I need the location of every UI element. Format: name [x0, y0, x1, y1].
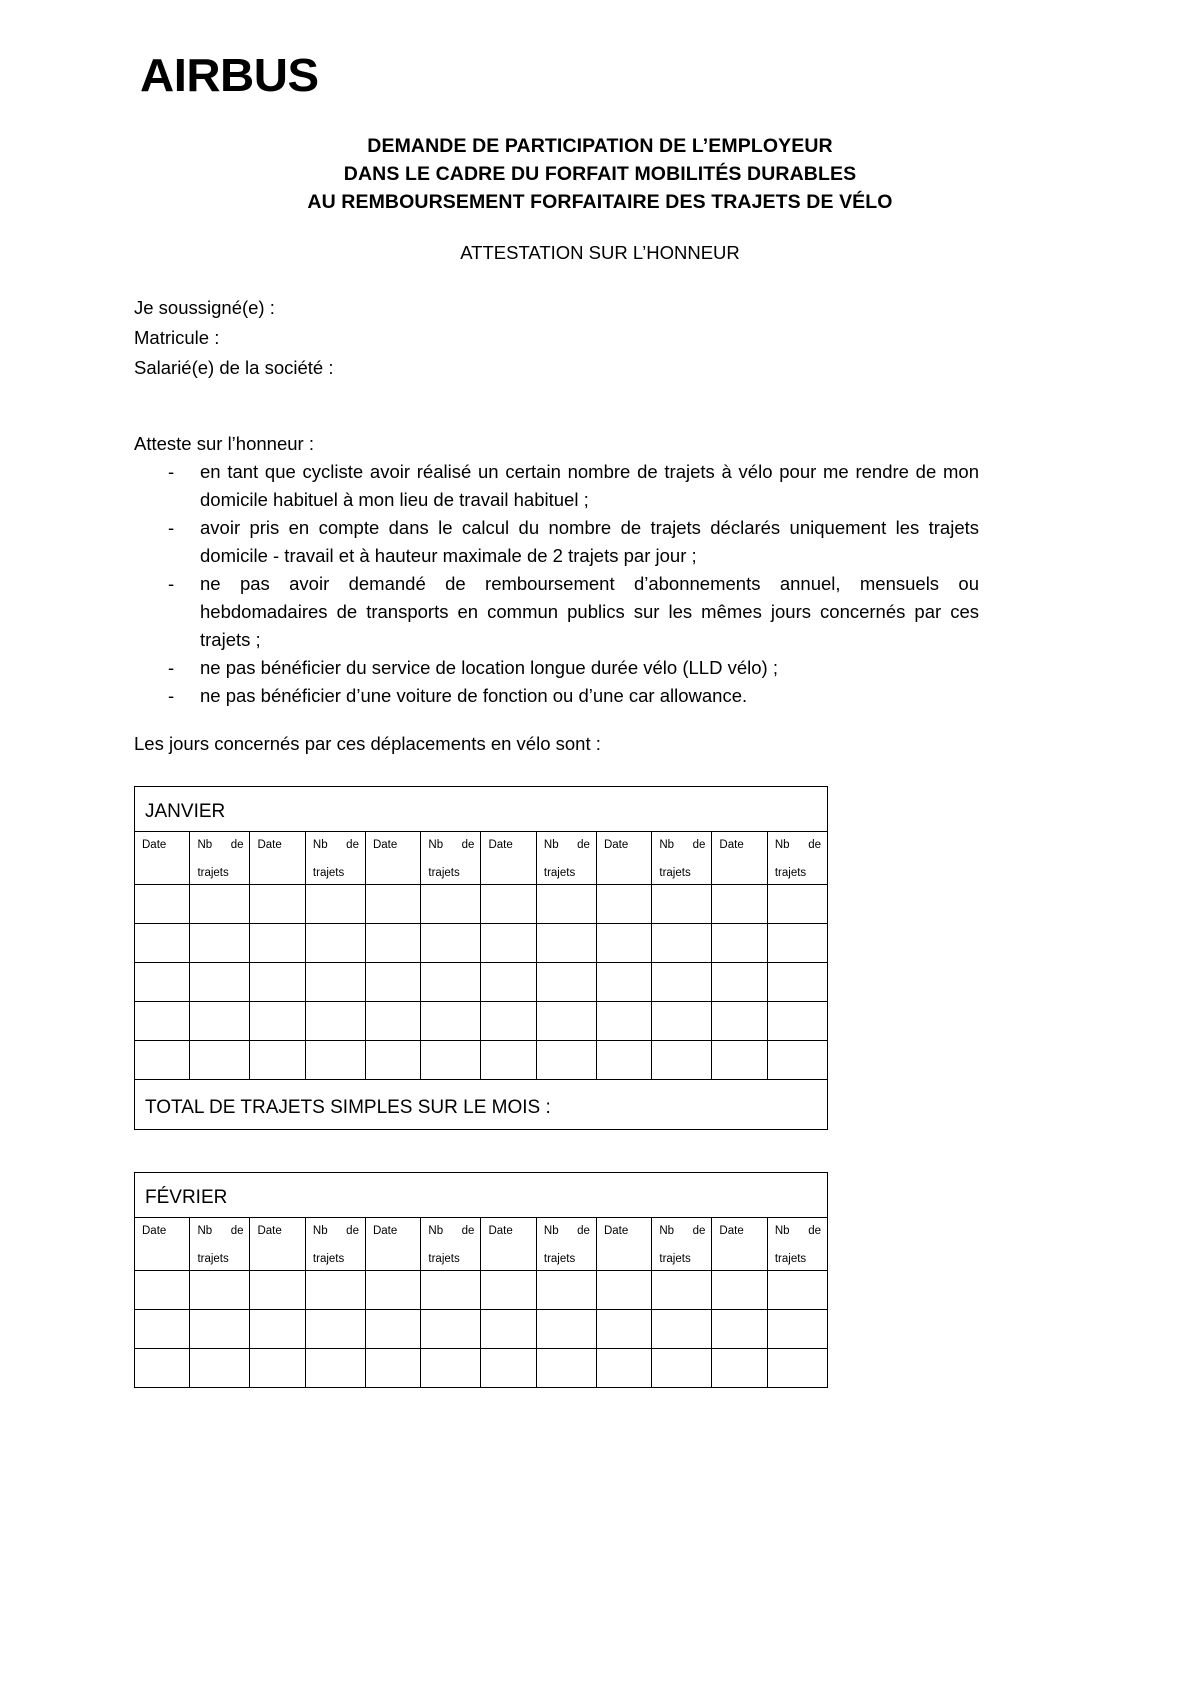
list-item-text: ne pas bénéficier d’une voiture de fonction ou d’une car allowance. [200, 685, 748, 706]
column-header-date: Date [596, 832, 651, 885]
dash-bullet-icon: - [168, 657, 175, 678]
column-header-date: Date [250, 1218, 305, 1271]
date-cell[interactable] [135, 885, 190, 924]
nb-trajets-cell[interactable] [190, 1271, 250, 1310]
nb-trajets-cell[interactable] [536, 1271, 596, 1310]
column-header-nb-trajets: Nb de trajets [305, 1218, 365, 1271]
table-row[interactable] [135, 1002, 828, 1041]
list-item [134, 458, 979, 514]
table-row[interactable] [135, 885, 828, 924]
date-cell[interactable] [135, 1349, 190, 1388]
date-cell[interactable] [596, 1349, 651, 1388]
list-item-text: avoir pris en compte dans le calcul du nombre de trajets déclarés uniquement les trajets domicile - travail et à hauteur maximale de 2 trajets par jour ; [200, 517, 979, 566]
date-cell[interactable] [712, 885, 767, 924]
column-header-nb-trajets: Nb de trajets [767, 832, 827, 885]
column-header-nb-trajets: Nb de trajets [421, 832, 481, 885]
date-cell[interactable] [596, 885, 651, 924]
date-cell[interactable] [712, 1041, 767, 1080]
nb-trajets-cell[interactable] [652, 885, 712, 924]
table-row[interactable] [135, 1041, 828, 1080]
nb-trajets-cell[interactable] [305, 1002, 365, 1041]
nb-trajets-cell[interactable] [305, 885, 365, 924]
month-name: FÉVRIER [135, 1173, 828, 1218]
nb-trajets-cell[interactable] [190, 1002, 250, 1041]
field-societe: Salarié(e) de la société : [134, 357, 334, 378]
table-row[interactable] [135, 1271, 828, 1310]
column-header-date: Date [481, 832, 536, 885]
nb-trajets-cell[interactable] [536, 963, 596, 1002]
column-header-nb-trajets: Nb de trajets [536, 832, 596, 885]
table-row[interactable] [135, 963, 828, 1002]
date-cell[interactable] [365, 924, 420, 963]
table-row[interactable] [135, 924, 828, 963]
column-header-row [135, 832, 828, 885]
list-item [134, 682, 979, 710]
date-cell[interactable] [712, 1002, 767, 1041]
nb-trajets-cell[interactable] [767, 1041, 827, 1080]
column-header-row [135, 1218, 828, 1271]
date-cell[interactable] [365, 1271, 420, 1310]
date-cell[interactable] [712, 963, 767, 1002]
date-cell[interactable] [250, 1041, 305, 1080]
days-section-intro: Les jours concernés par ces déplacements en vélo sont : [134, 733, 601, 754]
nb-trajets-cell[interactable] [536, 1310, 596, 1349]
total-trajets-label[interactable]: TOTAL DE TRAJETS SIMPLES SUR LE MOIS : [135, 1080, 828, 1130]
nb-trajets-cell[interactable] [767, 1310, 827, 1349]
nb-trajets-cell[interactable] [305, 1041, 365, 1080]
column-header-nb-trajets: Nb de trajets [767, 1218, 827, 1271]
nb-trajets-cell[interactable] [190, 885, 250, 924]
date-cell[interactable] [250, 963, 305, 1002]
attestation-list [134, 458, 979, 710]
list-item [134, 654, 979, 682]
nb-trajets-cell[interactable] [421, 1041, 481, 1080]
column-header-date: Date [712, 1218, 767, 1271]
airbus-logo [140, 49, 319, 101]
month-title-row [135, 1173, 828, 1218]
document-subtitle [0, 240, 1200, 266]
nb-trajets-cell[interactable] [652, 963, 712, 1002]
column-header-date: Date [250, 832, 305, 885]
list-item [134, 514, 979, 570]
column-header-date: Date [481, 1218, 536, 1271]
table-row[interactable] [135, 1310, 828, 1349]
date-cell[interactable] [250, 1310, 305, 1349]
date-cell[interactable] [250, 1002, 305, 1041]
nb-trajets-cell[interactable] [305, 1349, 365, 1388]
nb-trajets-cell[interactable] [421, 924, 481, 963]
date-cell[interactable] [712, 1349, 767, 1388]
date-cell[interactable] [481, 1041, 536, 1080]
nb-trajets-cell[interactable] [421, 1271, 481, 1310]
date-cell[interactable] [481, 924, 536, 963]
month-table-janvier[interactable] [134, 786, 828, 1130]
title-line-3: AU REMBOURSEMENT FORFAITAIRE DES TRAJETS DE VÉLO [307, 191, 893, 213]
total-row[interactable] [135, 1080, 828, 1130]
dash-bullet-icon: - [168, 517, 175, 538]
column-header-date: Date [712, 832, 767, 885]
nb-trajets-cell[interactable] [421, 963, 481, 1002]
column-header-nb-trajets: Nb de trajets [190, 1218, 250, 1271]
date-cell[interactable] [712, 1310, 767, 1349]
date-cell[interactable] [596, 924, 651, 963]
nb-trajets-cell[interactable] [305, 924, 365, 963]
date-cell[interactable] [596, 1002, 651, 1041]
date-cell[interactable] [250, 1349, 305, 1388]
nb-trajets-cell[interactable] [190, 963, 250, 1002]
nb-trajets-cell[interactable] [421, 1310, 481, 1349]
date-cell[interactable] [250, 1271, 305, 1310]
date-cell[interactable] [135, 924, 190, 963]
field-matricule: Matricule : [134, 327, 220, 348]
date-cell[interactable] [365, 1310, 420, 1349]
nb-trajets-cell[interactable] [305, 1271, 365, 1310]
nb-trajets-cell[interactable] [190, 1041, 250, 1080]
nb-trajets-cell[interactable] [652, 1002, 712, 1041]
nb-trajets-cell[interactable] [305, 1310, 365, 1349]
date-cell[interactable] [712, 1271, 767, 1310]
column-header-date: Date [135, 832, 190, 885]
date-cell[interactable] [365, 963, 420, 1002]
dash-bullet-icon: - [168, 573, 175, 594]
nb-trajets-cell[interactable] [536, 1041, 596, 1080]
date-cell[interactable] [365, 1002, 420, 1041]
nb-trajets-cell[interactable] [767, 885, 827, 924]
nb-trajets-cell[interactable] [536, 1002, 596, 1041]
column-header-nb-trajets: Nb de trajets [305, 832, 365, 885]
nb-trajets-cell[interactable] [652, 1349, 712, 1388]
date-cell[interactable] [481, 1310, 536, 1349]
date-cell[interactable] [365, 1349, 420, 1388]
date-cell[interactable] [481, 1271, 536, 1310]
column-header-date: Date [365, 1218, 420, 1271]
date-cell[interactable] [481, 1002, 536, 1041]
month-name: JANVIER [135, 787, 828, 832]
airbus-logo-text: AIRBUS [140, 49, 319, 101]
nb-trajets-cell[interactable] [305, 963, 365, 1002]
document-title [0, 132, 1200, 216]
date-cell[interactable] [135, 1002, 190, 1041]
title-line-2: DANS LE CADRE DU FORFAIT MOBILITÉS DURABLES [343, 163, 857, 185]
nb-trajets-cell[interactable] [652, 924, 712, 963]
attestation-intro: Atteste sur l’honneur : [134, 433, 314, 454]
nb-trajets-cell[interactable] [421, 1002, 481, 1041]
subtitle-text: ATTESTATION SUR L’HONNEUR [460, 242, 740, 263]
month-title-row [135, 787, 828, 832]
date-cell[interactable] [365, 1041, 420, 1080]
nb-trajets-cell[interactable] [767, 1271, 827, 1310]
date-cell[interactable] [135, 963, 190, 1002]
date-cell[interactable] [481, 1349, 536, 1388]
date-cell[interactable] [135, 1271, 190, 1310]
table-row[interactable] [135, 1349, 828, 1388]
date-cell[interactable] [365, 885, 420, 924]
date-cell[interactable] [596, 1041, 651, 1080]
nb-trajets-cell[interactable] [190, 1349, 250, 1388]
identity-fields [134, 293, 834, 383]
nb-trajets-cell[interactable] [652, 1271, 712, 1310]
date-cell[interactable] [596, 963, 651, 1002]
nb-trajets-cell[interactable] [767, 963, 827, 1002]
column-header-date: Date [596, 1218, 651, 1271]
column-header-nb-trajets: Nb de trajets [536, 1218, 596, 1271]
date-cell[interactable] [135, 1310, 190, 1349]
column-header-nb-trajets: Nb de trajets [190, 832, 250, 885]
column-header-nb-trajets: Nb de trajets [421, 1218, 481, 1271]
field-soussigne: Je soussigné(e) : [134, 297, 275, 318]
nb-trajets-cell[interactable] [767, 1002, 827, 1041]
list-item-text: en tant que cycliste avoir réalisé un certain nombre de trajets à vélo pour me rendre de mon domicile habituel à mon lieu de travail habituel ; [200, 461, 979, 510]
nb-trajets-cell[interactable] [536, 885, 596, 924]
list-item-text: ne pas bénéficier du service de location longue durée vélo (LLD vélo) ; [200, 657, 778, 678]
dash-bullet-icon: - [168, 461, 175, 482]
nb-trajets-cell[interactable] [190, 1310, 250, 1349]
date-cell[interactable] [250, 924, 305, 963]
date-cell[interactable] [250, 885, 305, 924]
list-item-text: ne pas avoir demandé de remboursement d’abonnements annuel, mensuels ou hebdomadaires de transports en commun publics sur les mêmes jours concernés par ces trajets ; [200, 573, 979, 650]
column-header-nb-trajets: Nb de trajets [652, 832, 712, 885]
date-cell[interactable] [596, 1310, 651, 1349]
nb-trajets-cell[interactable] [421, 1349, 481, 1388]
column-header-nb-trajets: Nb de trajets [652, 1218, 712, 1271]
nb-trajets-cell[interactable] [536, 924, 596, 963]
nb-trajets-cell[interactable] [767, 1349, 827, 1388]
title-line-1: DEMANDE DE PARTICIPATION DE L’EMPLOYEUR [367, 135, 833, 157]
dash-bullet-icon: - [168, 685, 175, 706]
date-cell[interactable] [481, 885, 536, 924]
column-header-date: Date [135, 1218, 190, 1271]
date-cell[interactable] [481, 963, 536, 1002]
nb-trajets-cell[interactable] [652, 1041, 712, 1080]
date-cell[interactable] [135, 1041, 190, 1080]
nb-trajets-cell[interactable] [767, 924, 827, 963]
column-header-date: Date [365, 832, 420, 885]
nb-trajets-cell[interactable] [190, 924, 250, 963]
nb-trajets-cell[interactable] [652, 1310, 712, 1349]
nb-trajets-cell[interactable] [421, 885, 481, 924]
list-item [134, 570, 979, 654]
date-cell[interactable] [596, 1271, 651, 1310]
nb-trajets-cell[interactable] [536, 1349, 596, 1388]
month-table-fevrier[interactable] [134, 1172, 828, 1388]
date-cell[interactable] [712, 924, 767, 963]
